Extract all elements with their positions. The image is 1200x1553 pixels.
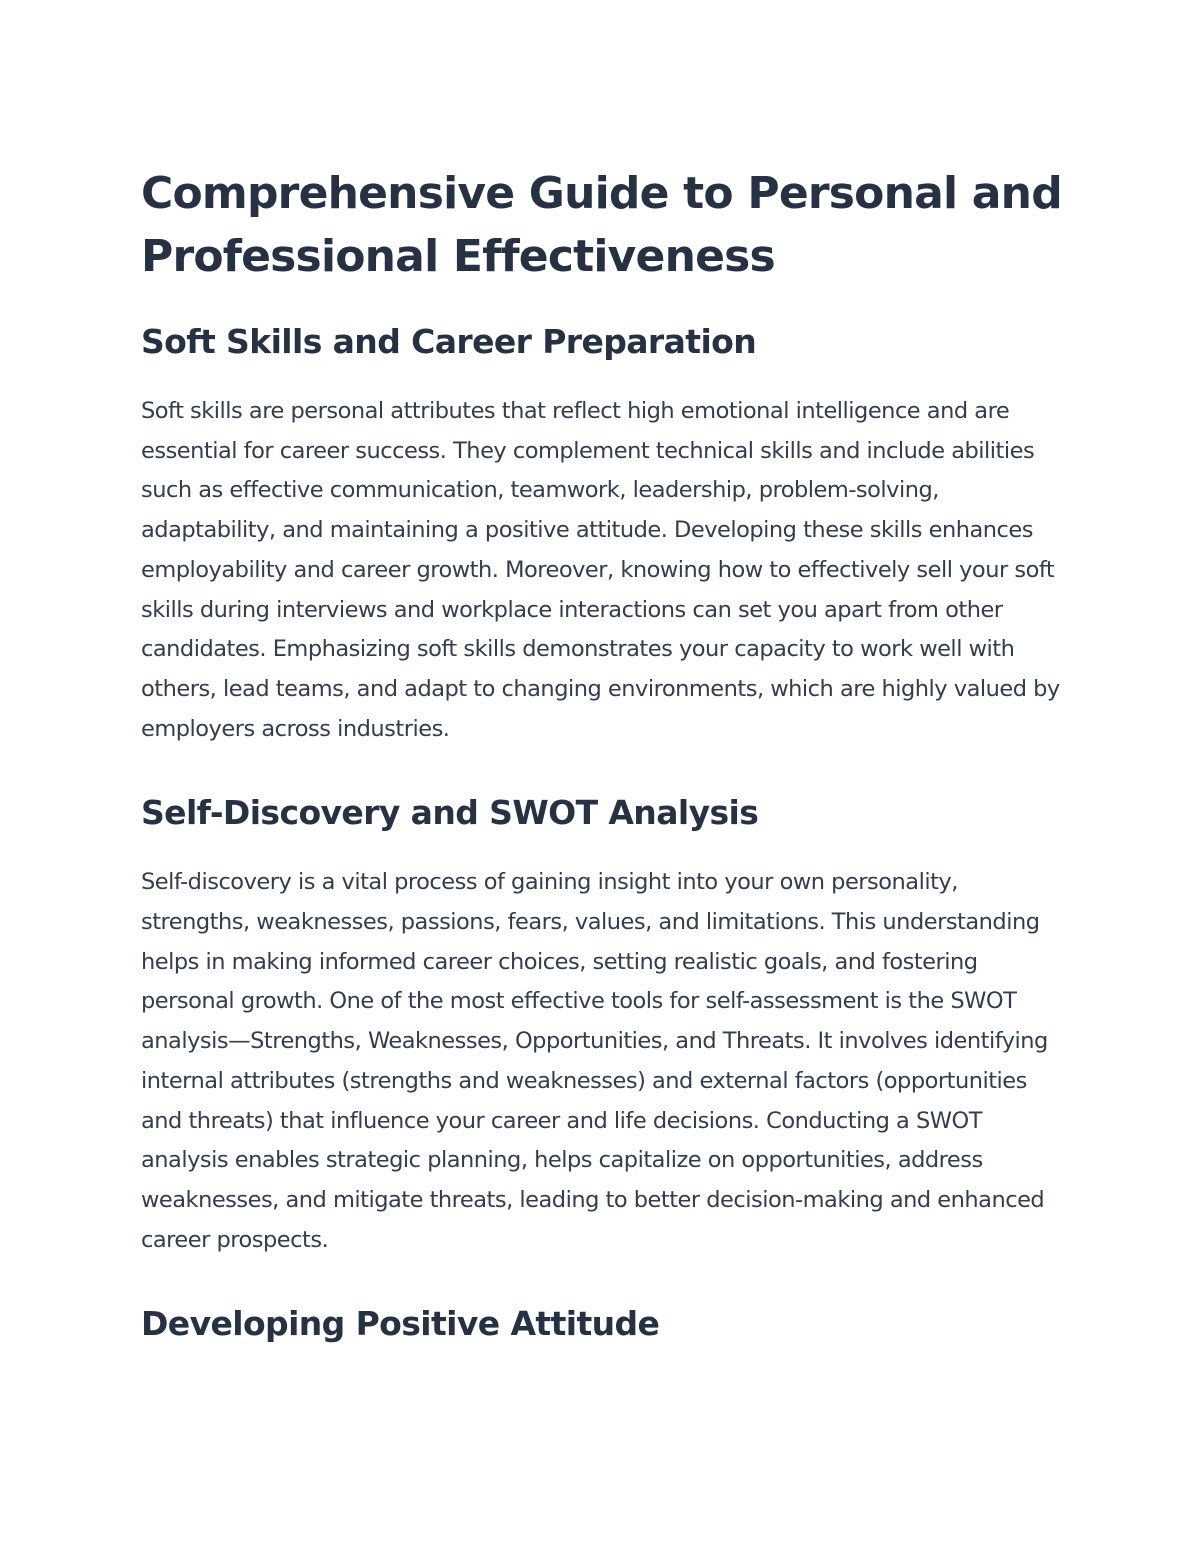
section-heading-self-discovery: Self-Discovery and SWOT Analysis bbox=[141, 793, 759, 833]
section-body-self-discovery: Self-discovery is a vital process of gaining insight into your own personality, strengths, weaknesses, passions, fears, values, and limitations. This understanding helps in making informed career choices, setting realistic goals, and fostering personal growth. One of the most effective tools for self-assessment is the SWOT analysis—Strengths, Weaknesses, Opportunities, and Threats. It involves identifying internal attributes (strengths and weaknesses) and external factors (opportunities and threats) that influence your career and life decisions. Conducting a SWOT analysis enables strategic planning, helps capitalize on opportunities, address weaknesses, and mitigate threats, leading to better decision-making and enhanced career prospects. bbox=[141, 869, 1048, 1253]
document-title: Comprehensive Guide to Personal and Professional Effectiveness bbox=[141, 168, 1062, 282]
section-heading-positive-attitude: Developing Positive Attitude bbox=[141, 1304, 660, 1344]
section-body-soft-skills: Soft skills are personal attributes that reflect high emotional intelligence and are essential for career success. They complement technical skills and include abilities such as effective communication, teamwork, leadership, problem-solving, adaptability, and maintaining a positive attitude. Developing these skills enhances employability and career growth. Moreover, knowing how to effectively sell your soft skills during interviews and workplace interactions can set you apart from other candidates. Emphasizing soft skills demonstrates your capacity to work well with others, lead teams, and adapt to changing environments, which are highly valued by employers across industries. bbox=[141, 398, 1060, 742]
section-heading-soft-skills: Soft Skills and Career Preparation bbox=[141, 322, 757, 361]
document-page bbox=[141, 162, 1071, 1346]
